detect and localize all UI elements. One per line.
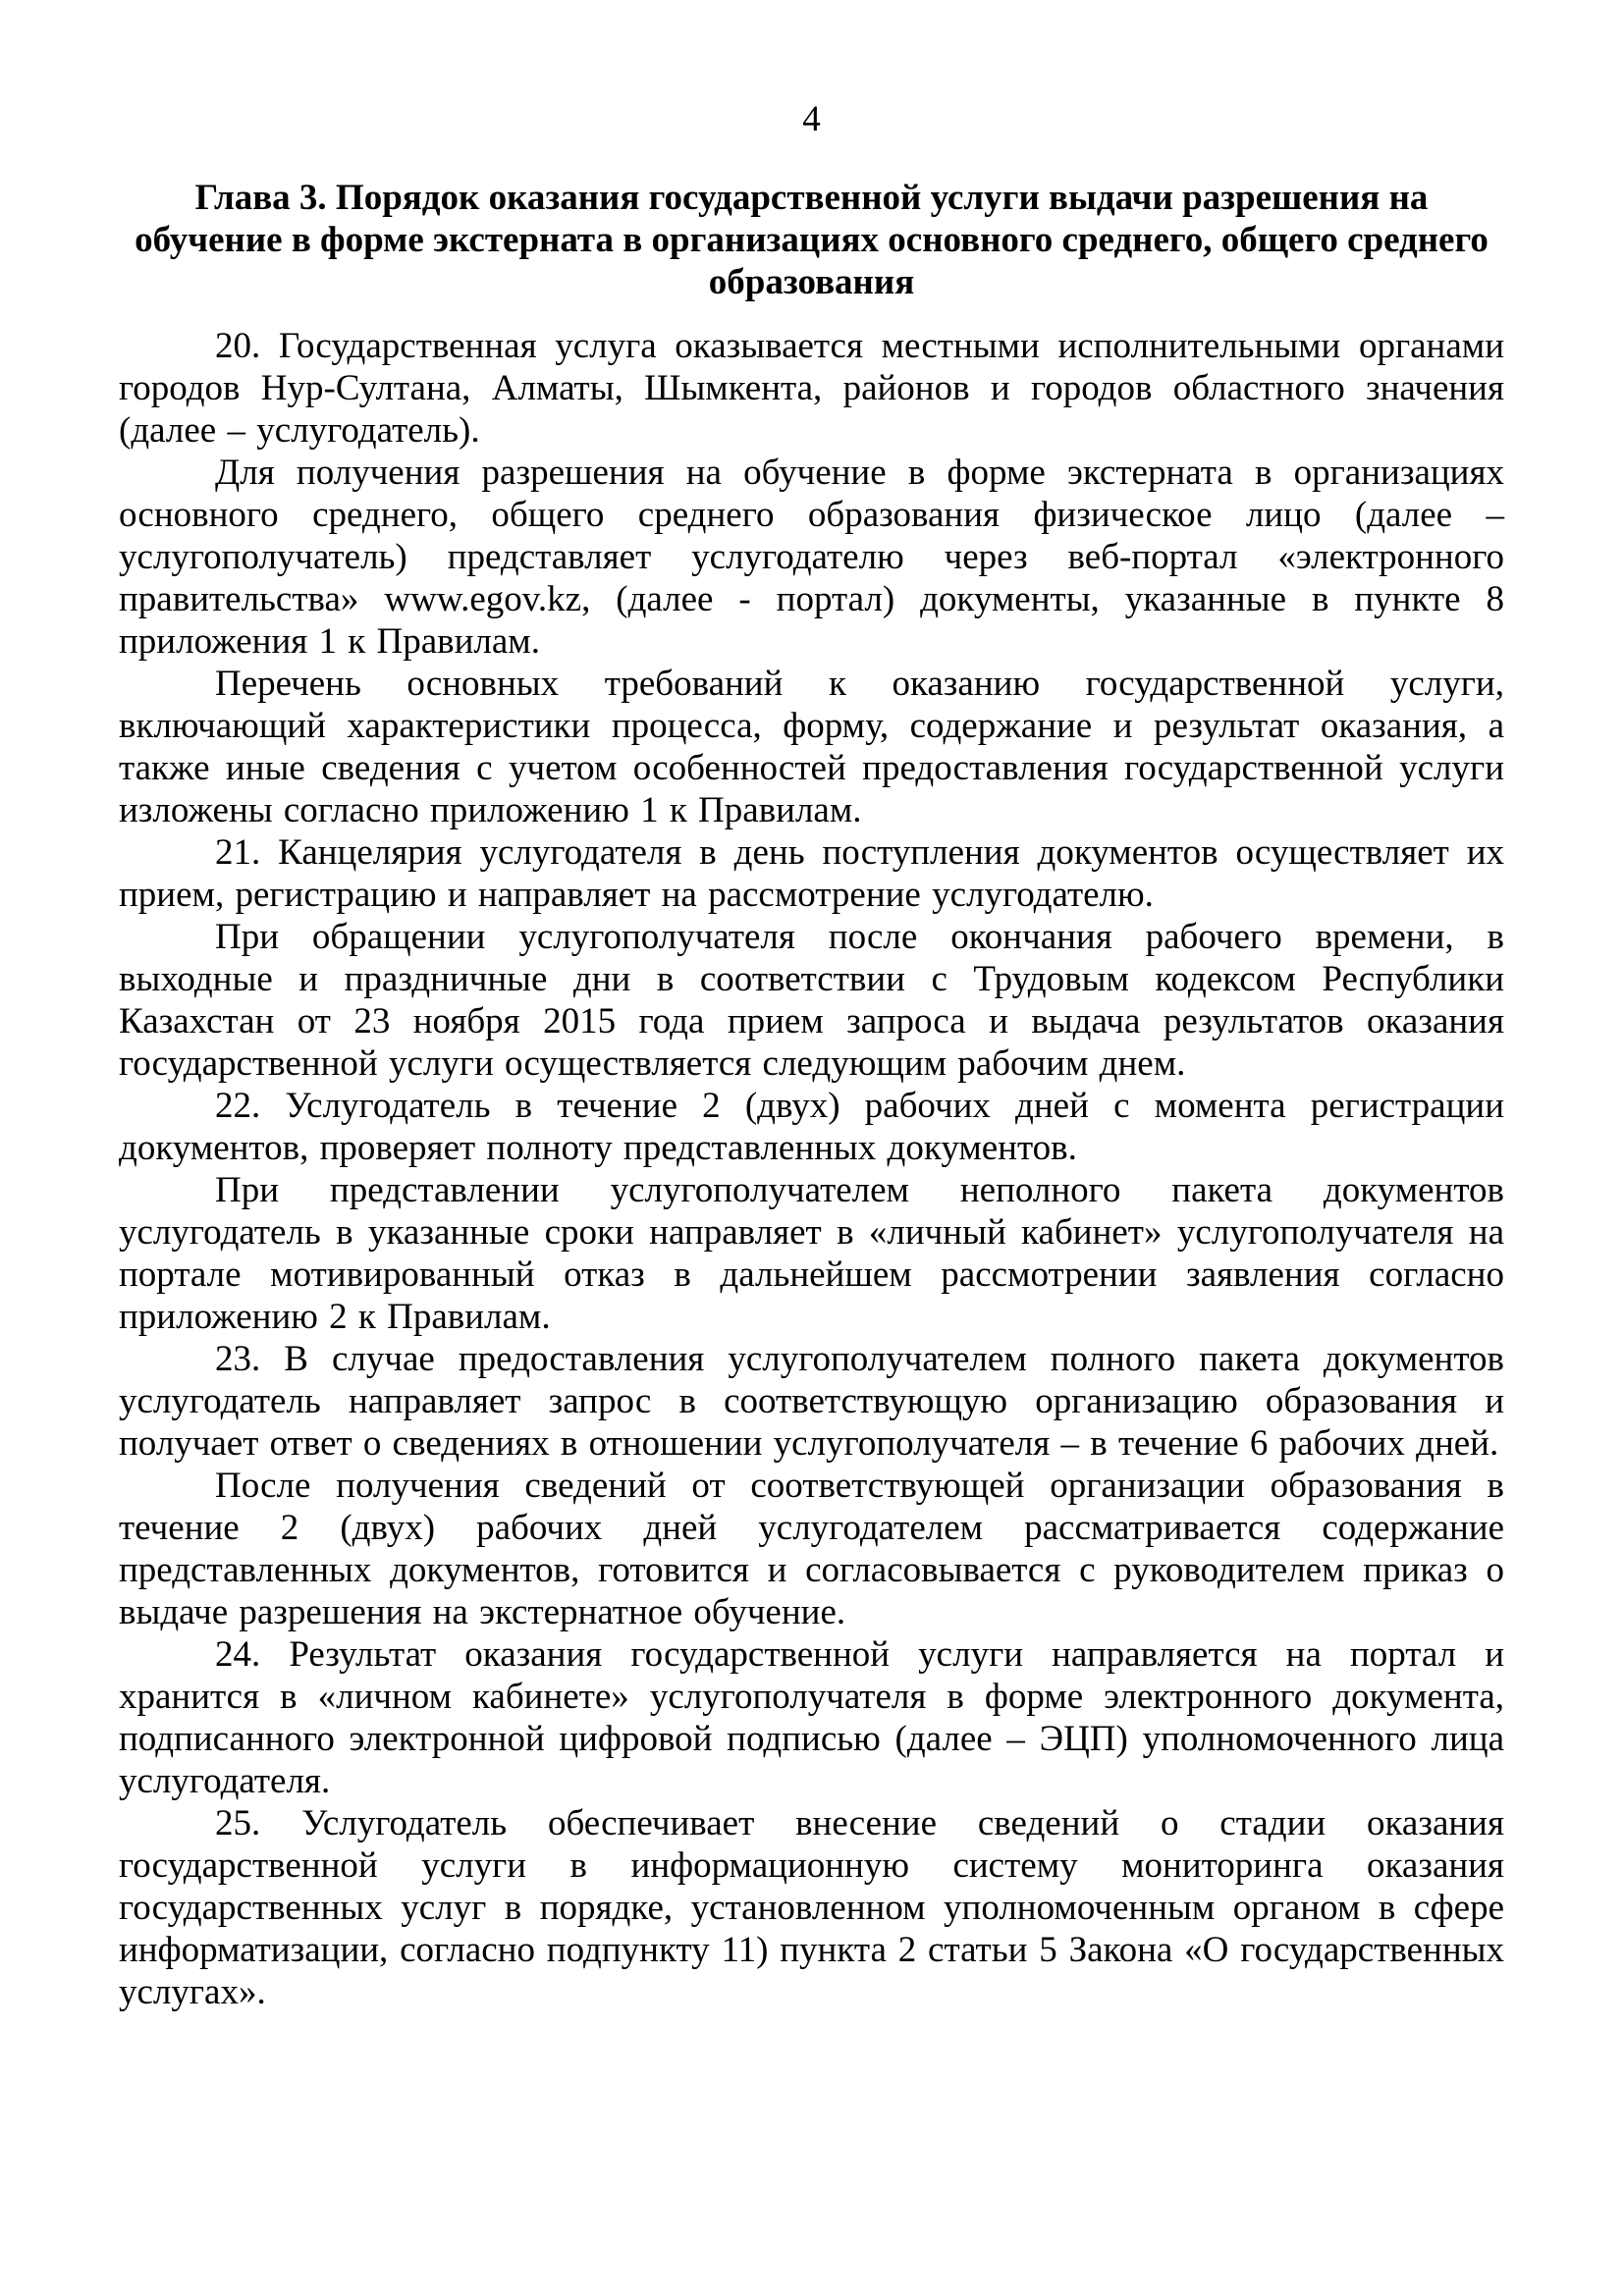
paragraph-20: 20. Государственная услуга оказывается местными исполнительными органами городов Нур-Султана, Алматы, Шымкента, районов и городов областного значения (далее – услугодатель). xyxy=(119,326,1504,451)
paragraph-25: 25. Услугодатель обеспечивает внесение сведений о стадии оказания государственной услуги в информационную систему мониторинга оказания государственных услуг в порядке, установленном уполномоченным органом в сфере информатизации, согласно подпункту 11) пункта 2 статьи 5 Закона «О государственных услугах». xyxy=(119,1803,1504,2012)
paragraph-20-cont-2: Перечень основных требований к оказанию государственной услуги, включающий характеристики процесса, форму, содержание и результат оказания, а также иные сведения с учетом особенностей предоставления государственной услуги изложены согласно приложению 1 к Правилам. xyxy=(119,664,1504,830)
chapter-heading: Глава 3. Порядок оказания государственной услуги выдачи разрешения на обучение в форме экстерната в организациях основного среднего, общего среднего образования xyxy=(135,178,1489,302)
paragraph-20-cont-1: Для получения разрешения на обучение в форме экстерната в организациях основного среднего, общего среднего образования физическое лицо (далее – услугополучатель) представляет услугодателю через веб-портал «электронного правительства» www.egov.kz, (далее - портал) документы, указанные в пункте 8 приложения 1 к Правилам. xyxy=(119,453,1504,662)
paragraph-22-cont-1: При представлении услугополучателем неполного пакета документов услугодатель в указанные сроки направляет в «личный кабинет» услугополучателя на портале мотивированный отказ в дальнейшем рассмотрении заявления согласно приложению 2 к Правилам. xyxy=(119,1170,1504,1337)
paragraph-23-cont-1: После получения сведений от соответствующей организации образования в течение 2 (двух) рабочих дней услугодателем рассматривается содержание представленных документов, готовится и согласовывается с руководителем приказ о выдаче разрешения на экстернатное обучение. xyxy=(119,1466,1504,1632)
document-body xyxy=(119,325,1504,2013)
paragraph-21: 21. Канцелярия услугодателя в день поступления документов осуществляет их прием, регистрацию и направляет на рассмотрение услугодателю. xyxy=(119,832,1504,915)
paragraph-22: 22. Услугодатель в течение 2 (двух) рабочих дней с момента регистрации документов, проверяет полноту представленных документов. xyxy=(119,1086,1504,1168)
paragraph-23: 23. В случае предоставления услугополучателем полного пакета документов услугодатель направляет запрос в соответствующую организацию образования и получает ответ о сведениях в отношении услугополучателя – в течение 6 рабочих дней. xyxy=(119,1339,1504,1464)
paragraph-24: 24. Результат оказания государственной услуги направляется на портал и хранится в «личном кабинете» услугополучателя в форме электронного документа, подписанного электронной цифровой подписью (далее – ЭЦП) уполномоченного лица услугодателя. xyxy=(119,1634,1504,1801)
paragraph-21-cont-1: При обращении услугополучателя после окончания рабочего времени, в выходные и праздничные дни в соответствии с Трудовым кодексом Республики Казахстан от 23 ноября 2015 года прием запроса и выдача результатов оказания государственной услуги осуществляется следующим рабочим днем. xyxy=(119,917,1504,1084)
page-number: 4 xyxy=(802,99,821,139)
